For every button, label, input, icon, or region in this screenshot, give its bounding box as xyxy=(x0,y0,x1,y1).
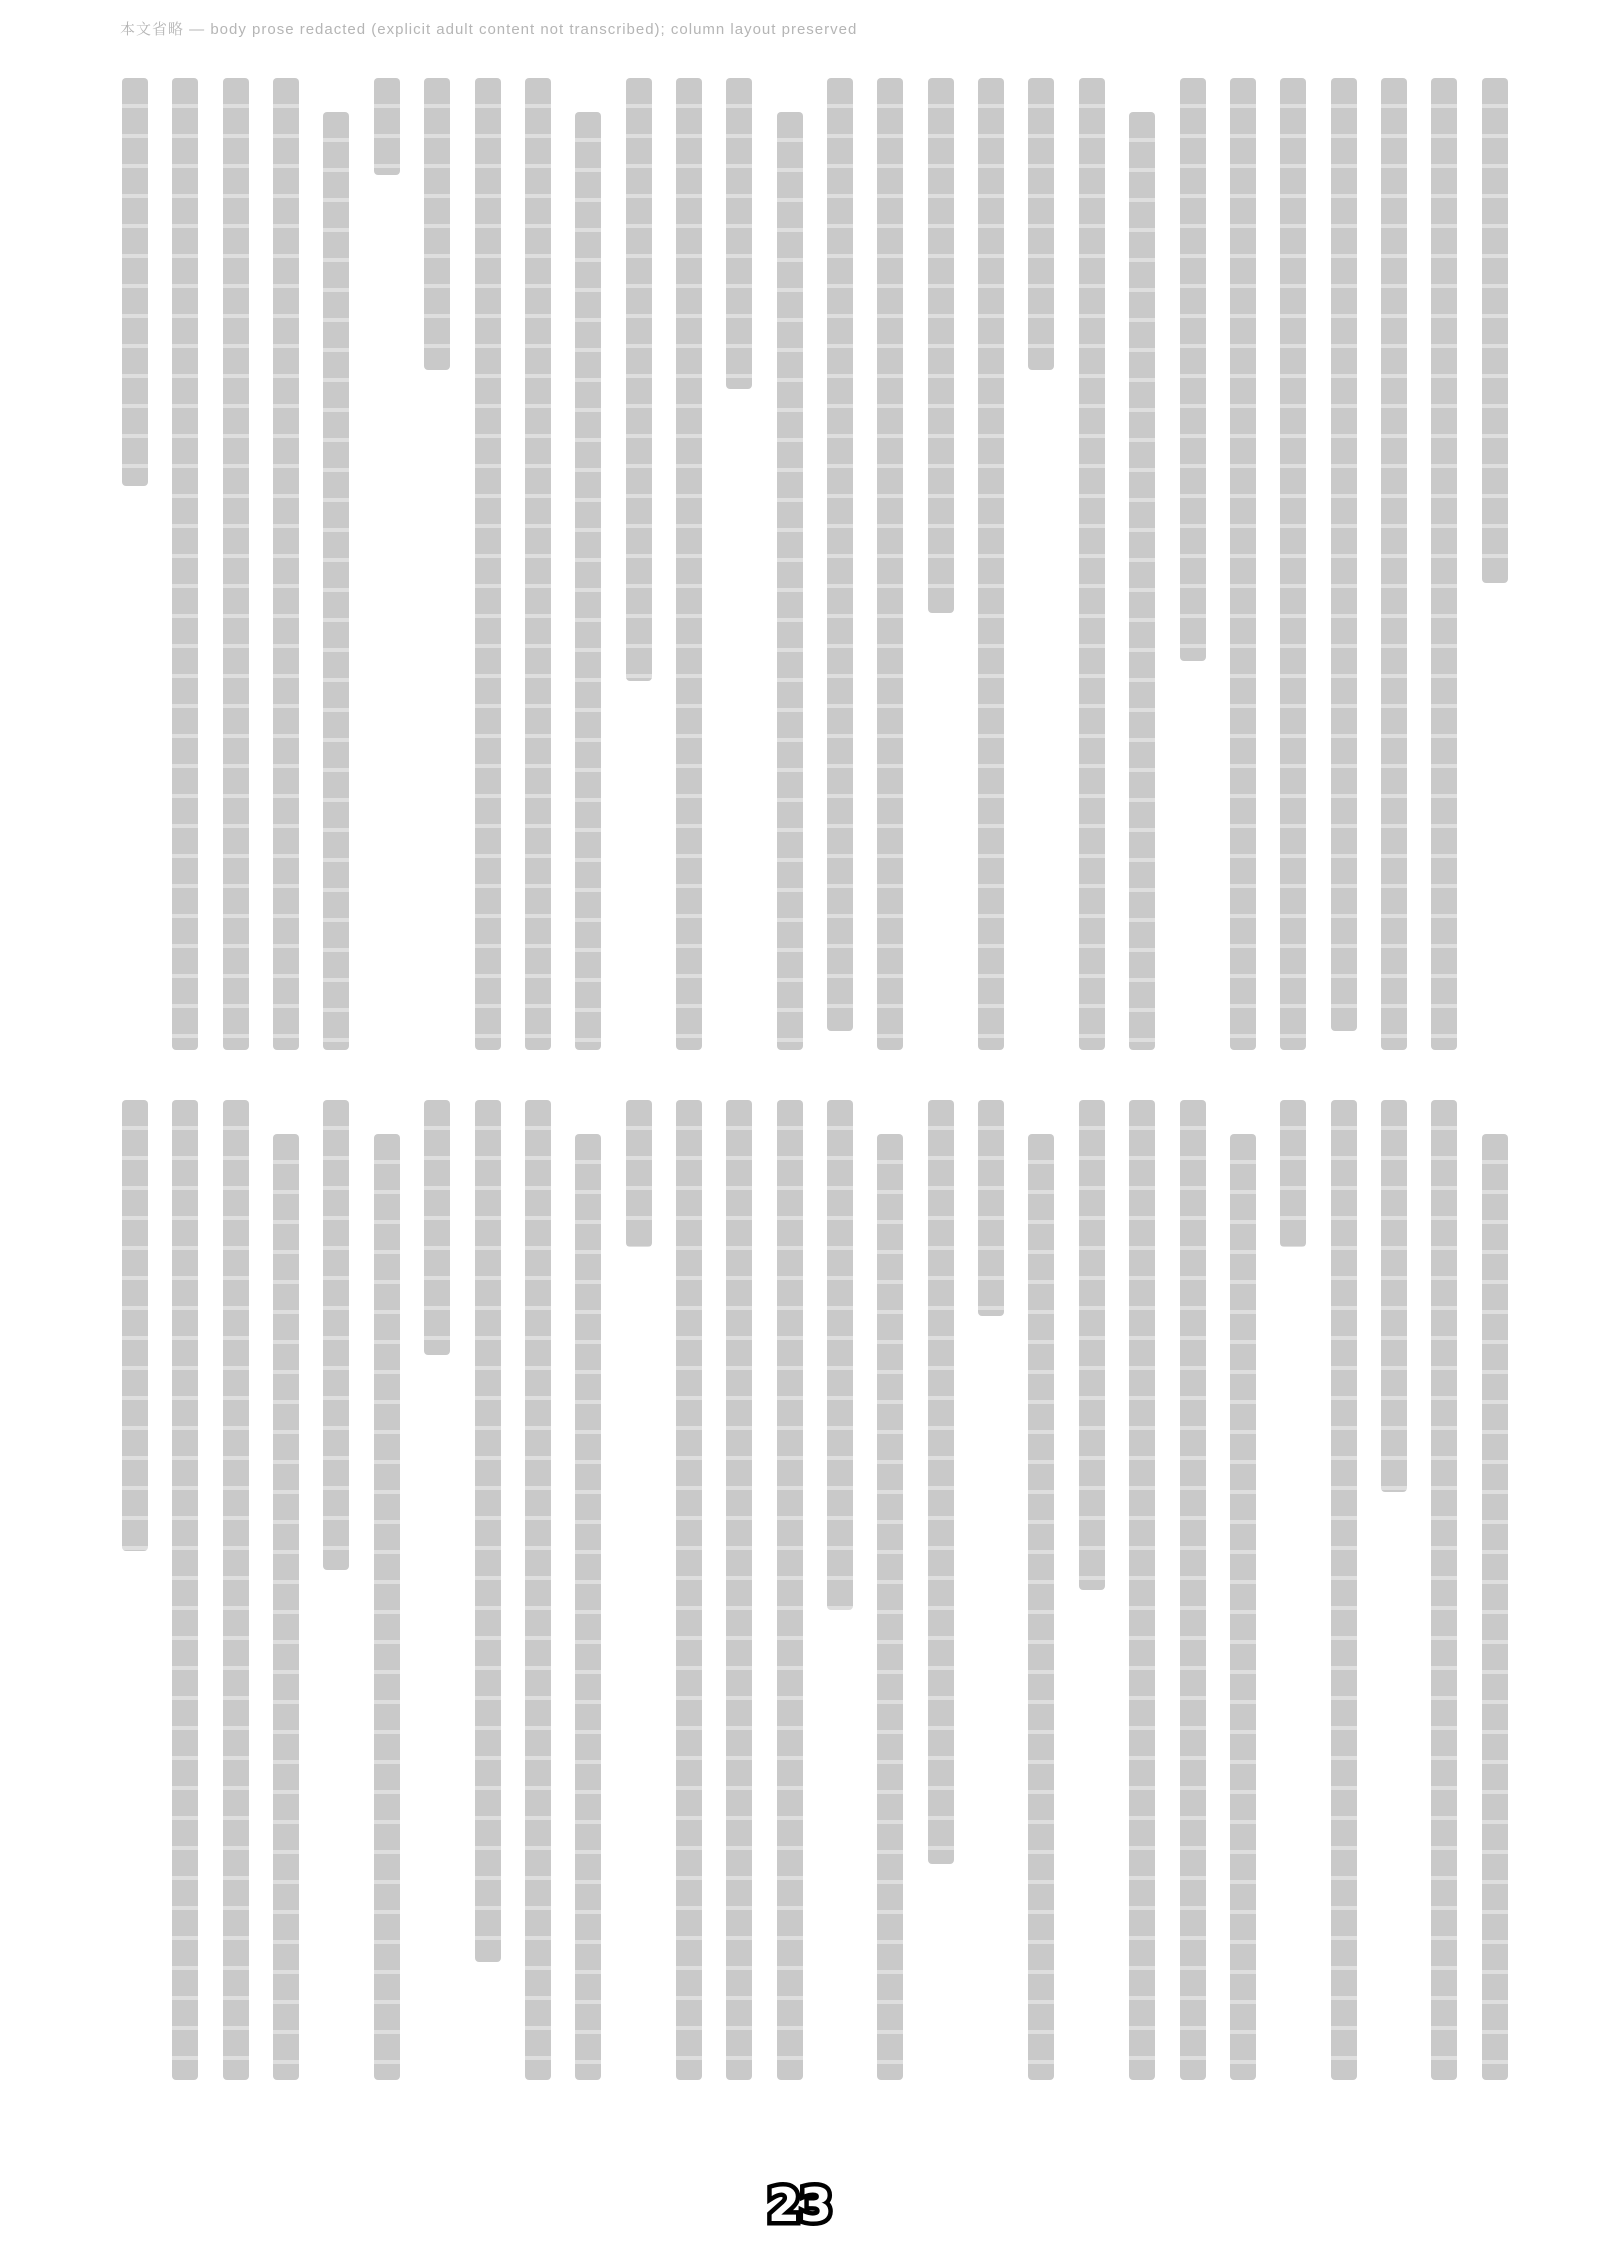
text-block-bottom xyxy=(120,1100,1510,2080)
redacted-text-column xyxy=(321,1100,351,2080)
redaction-bar xyxy=(1230,78,1256,1050)
redaction-bar xyxy=(323,1100,349,1570)
redacted-text-column xyxy=(1228,78,1258,1050)
redaction-bar xyxy=(877,1134,903,2080)
redaction-bar xyxy=(1381,78,1407,1050)
redacted-text-column xyxy=(1077,1100,1107,2080)
redaction-bar xyxy=(1129,112,1155,1050)
redaction-bar xyxy=(122,78,148,486)
redaction-bar xyxy=(122,1100,148,1551)
redaction-bar xyxy=(877,78,903,1050)
redaction-bar xyxy=(525,78,551,1050)
redaction-bar xyxy=(273,1134,299,2080)
redaction-bar xyxy=(827,78,853,1031)
redaction-bar xyxy=(1280,78,1306,1050)
redacted-text-column xyxy=(120,78,150,1050)
redacted-text-column xyxy=(372,78,402,1050)
redaction-bar xyxy=(1331,1100,1357,2080)
redacted-text-column xyxy=(624,78,654,1050)
redacted-text-column xyxy=(1429,78,1459,1050)
redaction-bar xyxy=(928,78,954,613)
redacted-text-column xyxy=(1278,78,1308,1050)
redaction-bar xyxy=(676,78,702,1050)
redaction-bar xyxy=(424,1100,450,1355)
redacted-text-column xyxy=(1379,1100,1409,2080)
redacted-text-column xyxy=(321,78,351,1050)
redacted-text-column xyxy=(976,78,1006,1050)
redaction-bar xyxy=(827,1100,853,1610)
redaction-bar xyxy=(323,112,349,1050)
redaction-bar xyxy=(726,1100,752,2080)
redaction-bar xyxy=(777,1100,803,2080)
redacted-text-column xyxy=(573,1100,603,2080)
redaction-bar xyxy=(777,112,803,1050)
redaction-bar xyxy=(575,112,601,1050)
redacted-text-column xyxy=(221,78,251,1050)
redaction-bar xyxy=(374,78,400,175)
redaction-bar xyxy=(1079,1100,1105,1590)
redaction-bar xyxy=(525,1100,551,2080)
redaction-bar xyxy=(172,1100,198,2080)
redaction-bar xyxy=(424,78,450,370)
text-block-top xyxy=(120,78,1510,1050)
redacted-text-column xyxy=(926,78,956,1050)
redaction-bar xyxy=(223,1100,249,2080)
redaction-bar xyxy=(978,1100,1004,1316)
redacted-text-column xyxy=(775,1100,805,2080)
redacted-text-column xyxy=(1077,78,1107,1050)
redacted-text-column xyxy=(1379,78,1409,1050)
redacted-text-column xyxy=(1178,1100,1208,2080)
redacted-text-column xyxy=(1026,1100,1056,2080)
redaction-bar xyxy=(1180,78,1206,661)
redaction-bar xyxy=(928,1100,954,1864)
redacted-text-column xyxy=(573,78,603,1050)
redacted-text-column xyxy=(372,1100,402,2080)
redaction-bar xyxy=(1180,1100,1206,2080)
redacted-text-column xyxy=(875,78,905,1050)
page-number: 23 xyxy=(767,2178,832,2232)
redacted-text-column xyxy=(170,1100,200,2080)
redacted-text-column xyxy=(1228,1100,1258,2080)
redacted-text-column xyxy=(926,1100,956,2080)
redacted-text-column xyxy=(271,78,301,1050)
redacted-text-column xyxy=(422,1100,452,2080)
redacted-text-column xyxy=(875,1100,905,2080)
redacted-text-column xyxy=(1480,1100,1510,2080)
redacted-text-column xyxy=(221,1100,251,2080)
redacted-text-column xyxy=(523,1100,553,2080)
redaction-bar xyxy=(172,78,198,1050)
redaction-bar xyxy=(1431,78,1457,1050)
redaction-bar xyxy=(575,1134,601,2080)
redacted-text-column xyxy=(1127,1100,1157,2080)
redacted-text-column xyxy=(1480,78,1510,1050)
redaction-bar xyxy=(726,78,752,389)
redaction-bar xyxy=(1230,1134,1256,2080)
redacted-text-column xyxy=(825,1100,855,2080)
redacted-text-column xyxy=(1429,1100,1459,2080)
redacted-text-column xyxy=(120,1100,150,2080)
redacted-text-column xyxy=(1329,78,1359,1050)
redaction-bar xyxy=(374,1134,400,2080)
redacted-text-column xyxy=(674,1100,704,2080)
redaction-bar xyxy=(1079,78,1105,1050)
redaction-bar xyxy=(1028,1134,1054,2080)
redacted-text-column xyxy=(422,78,452,1050)
redaction-bar xyxy=(223,78,249,1050)
redaction-bar xyxy=(1129,1100,1155,2080)
redacted-text-column xyxy=(624,1100,654,2080)
redacted-text-column xyxy=(775,78,805,1050)
redaction-bar xyxy=(978,78,1004,1050)
redacted-text-column xyxy=(523,78,553,1050)
redacted-text-column xyxy=(1127,78,1157,1050)
redacted-text-column xyxy=(1178,78,1208,1050)
redacted-text-column xyxy=(724,1100,754,2080)
redaction-bar xyxy=(475,78,501,1050)
redacted-text-column xyxy=(976,1100,1006,2080)
redacted-text-column xyxy=(825,78,855,1050)
redaction-bar xyxy=(676,1100,702,2080)
redacted-text-column xyxy=(1278,1100,1308,2080)
redaction-bar xyxy=(1331,78,1357,1031)
redaction-bar xyxy=(1028,78,1054,370)
redacted-text-column xyxy=(473,1100,503,2080)
redaction-bar xyxy=(1381,1100,1407,1492)
redacted-text-column xyxy=(170,78,200,1050)
redaction-bar xyxy=(1482,1134,1508,2080)
redacted-text-column xyxy=(473,78,503,1050)
redacted-text-column xyxy=(1026,78,1056,1050)
redaction-bar xyxy=(273,78,299,1050)
redaction-bar xyxy=(1280,1100,1306,1247)
redacted-text-column xyxy=(724,78,754,1050)
redaction-bar xyxy=(626,78,652,681)
redaction-bar xyxy=(475,1100,501,1962)
redaction-bar xyxy=(1431,1100,1457,2080)
redaction-bar xyxy=(626,1100,652,1247)
redaction-note: 本文省略 — body prose redacted (explicit adult content not transcribed); column layout preserved xyxy=(120,21,858,38)
redacted-text-column xyxy=(1329,1100,1359,2080)
redacted-text-column xyxy=(271,1100,301,2080)
redaction-bar xyxy=(1482,78,1508,583)
redacted-text-column xyxy=(674,78,704,1050)
